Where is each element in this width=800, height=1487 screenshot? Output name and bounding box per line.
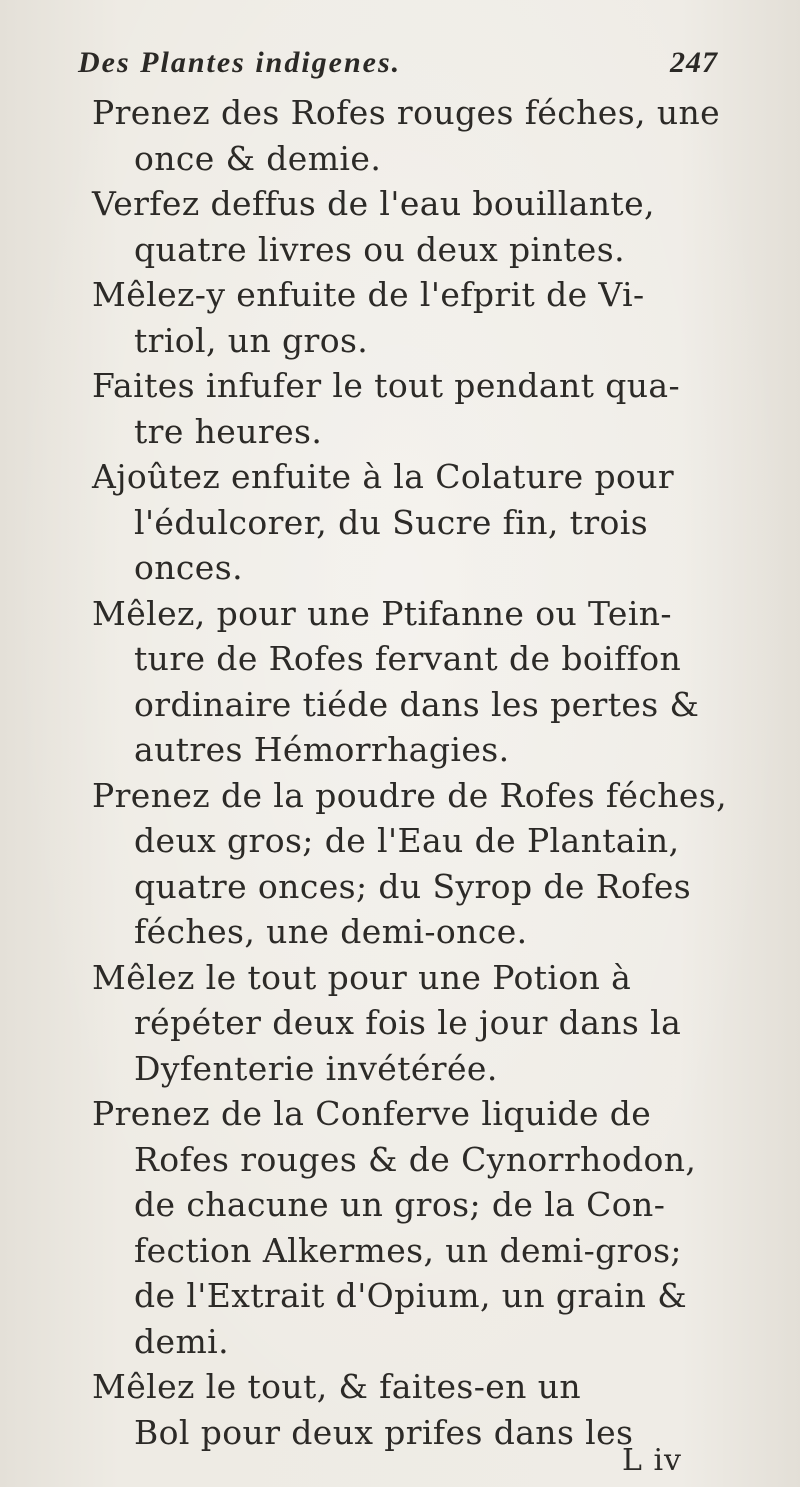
paragraph bbox=[92, 454, 732, 591]
text-line: Faites infufer le tout pendant qua- bbox=[92, 366, 681, 405]
text-line: quatre onces; du Syrop de Rofes bbox=[134, 866, 692, 906]
page-number: 247 bbox=[670, 46, 718, 79]
text-line: fection Alkermes, un demi-gros; bbox=[134, 1230, 682, 1270]
text-line: Prenez de la poudre de Rofes féches, bbox=[92, 775, 728, 815]
paragraph bbox=[92, 181, 732, 272]
text-line: autres Hémorrhagies. bbox=[134, 730, 510, 769]
paragraph bbox=[92, 363, 732, 454]
text-line: ture de Rofes fervant de boiffon bbox=[134, 639, 682, 678]
paragraph bbox=[92, 773, 732, 955]
text-line: onces. bbox=[134, 548, 243, 587]
paragraph bbox=[92, 272, 732, 363]
text-line: ordinaire tiéde dans les pertes & bbox=[134, 684, 700, 724]
text-line: Verfez deffus de l'eau bouillante, bbox=[92, 184, 655, 223]
paragraph bbox=[92, 955, 732, 1092]
text-line: Mêlez le tout pour une Potion à bbox=[92, 957, 632, 997]
text-line: Mêlez-y enfuite de l'efprit de Vi- bbox=[92, 275, 645, 314]
text-line: tre heures. bbox=[134, 411, 323, 451]
text-line: de chacune un gros; de la Con- bbox=[134, 1185, 666, 1224]
text-line: quatre livres ou deux pintes. bbox=[134, 229, 625, 269]
text-line: Dyfenterie invétérée. bbox=[134, 1048, 498, 1088]
text-line: Bol pour deux prifes dans les bbox=[134, 1412, 634, 1452]
text-line: Mêlez, pour une Ptifanne ou Tein- bbox=[92, 593, 672, 633]
paragraph bbox=[92, 1091, 732, 1364]
text-line: deux gros; de l'Eau de Plantain, bbox=[134, 821, 680, 860]
text-line: Prenez des Rofes rouges féches, une bbox=[92, 93, 721, 132]
text-body bbox=[92, 90, 732, 1455]
running-title: Des Plantes indigenes. bbox=[78, 46, 402, 79]
text-line: Ajoûtez enfuite à la Colature pour bbox=[92, 457, 675, 496]
signature-mark: L iv bbox=[622, 1443, 683, 1478]
paragraph bbox=[92, 1364, 732, 1455]
running-head bbox=[78, 46, 718, 80]
text-line: Mêlez le tout, & faites-en un bbox=[92, 1367, 582, 1406]
text-line: l'édulcorer, du Sucre fin, trois bbox=[134, 502, 649, 542]
text-line: de l'Extrait d'Opium, un grain & bbox=[134, 1276, 687, 1315]
text-line: féches, une demi-once. bbox=[134, 912, 528, 951]
paragraph bbox=[92, 591, 732, 773]
text-line: demi. bbox=[134, 1321, 229, 1361]
text-line: once & demie. bbox=[134, 138, 382, 178]
paragraph bbox=[92, 90, 732, 181]
text-line: Prenez de la Conferve liquide de bbox=[92, 1094, 652, 1133]
text-line: répéter deux fois le jour dans la bbox=[134, 1003, 682, 1042]
text-line: triol, un gros. bbox=[134, 320, 369, 360]
text-line: Rofes rouges & de Cynorrhodon, bbox=[134, 1139, 697, 1179]
